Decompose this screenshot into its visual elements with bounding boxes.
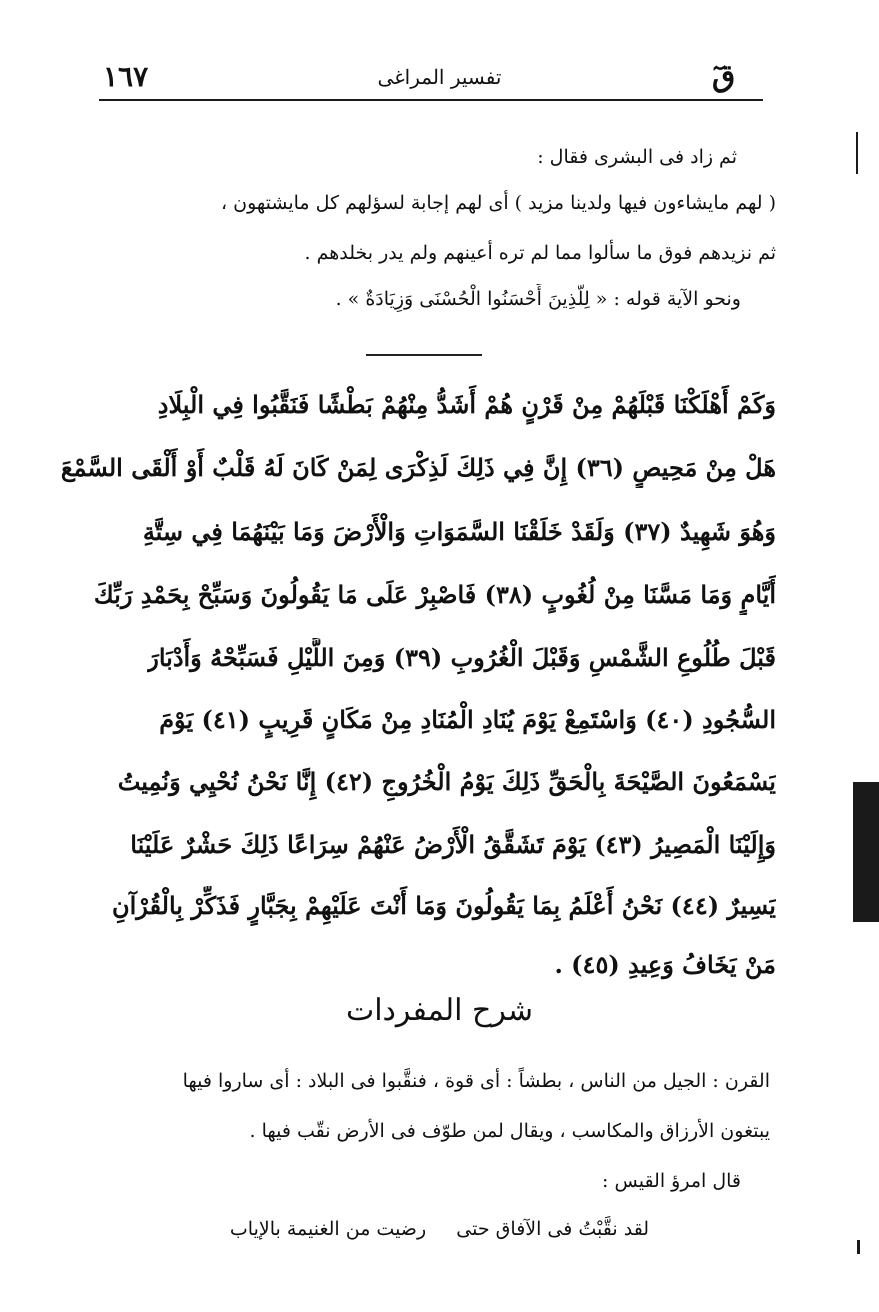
- book-title: تفسير المراغى: [377, 65, 502, 89]
- quran-line: يَسِيرٌ (٤٤) نَحْنُ أَعْلَمُ بِمَا يَقُولُونَ وَمَا أَنْتَ عَلَيْهِمْ بِجَبَّارٍ فَذَكِّرْ بِالْقُرْآنِ: [111, 891, 776, 920]
- scan-smudge: [853, 782, 879, 922]
- scan-mark: [857, 1240, 860, 1254]
- intro-line: ( لهم مايشاءون فيها ولدينا مزيد ) أى لهم إجابة لسؤلهم كل مايشتهون ،: [220, 192, 776, 214]
- vocab-line: قال امرؤ القيس :: [602, 1170, 741, 1192]
- quran-line: يَسْمَعُونَ الصَّيْحَةَ بِالْحَقِّ ذَلِكَ يَوْمُ الْخُرُوجِ (٤٢) إِنَّا نَحْنُ نُحْيِي وَنُمِيتُ: [117, 767, 776, 796]
- intro-line: ثم نزيدهم فوق ما سألوا مما لم تره أعينهم ولم يدر بخلدهم .: [304, 242, 776, 264]
- quran-line: وَهُوَ شَهِيدٌ (٣٧) وَلَقَدْ خَلَقْنَا السَّمَوَاتِ وَالْأَرْضَ وَمَا بَيْنَهُمَا فِي سِتَّةِ: [142, 517, 776, 546]
- quran-line: السُّجُودِ (٤٠) وَاسْتَمِعْ يَوْمَ يُنَادِ الْمُنَادِ مِنْ مَكَانٍ قَرِيبٍ (٤١) يَوْمَ: [159, 705, 776, 734]
- quran-line: هَلْ مِنْ مَحِيصٍ (٣٦) إِنَّ فِي ذَلِكَ لَذِكْرَى لِمَنْ كَانَ لَهُ قَلْبٌ أَوْ أَلْقَى السَّمْعَ: [60, 453, 776, 482]
- poem-verse: لقد نقَّبْتُ فى الآفاق حتى رضيت من الغنيمة بالإياب: [229, 1218, 650, 1240]
- quran-line: أَيَّامٍ وَمَا مَسَّنَا مِنْ لُغُوبٍ (٣٨) فَاصْبِرْ عَلَى مَا يَقُولُونَ وَسَبِّحْ بِحَمْدِ رَبِّكَ: [93, 580, 776, 609]
- quran-line: مَنْ يَخَافُ وَعِيدِ (٤٥) .: [554, 950, 776, 979]
- header-rule: [99, 99, 763, 101]
- quran-line: وَإِلَيْنَا الْمَصِيرُ (٤٣) يَوْمَ تَشَقَّقُ الْأَرْضُ عَنْهُمْ سِرَاعًا ذَلِكَ حَشْرٌ عَلَيْنَا: [130, 830, 776, 859]
- vocab-line: القرن : الجيل من الناس ، بطشاً : أى قوة ، فنقَّبوا فى البلاد : أى ساروا فيها: [182, 1070, 770, 1092]
- section-heading: شرح المفردات: [345, 993, 534, 1028]
- section-divider: [366, 354, 482, 356]
- intro-line: ثم زاد فى البشرى فقال :: [537, 146, 737, 168]
- intro-line: ونحو الآية قوله : « لِلَّذِينَ أَحْسَنُوا الْحُسْنَى وَزِيَادَةٌ » .: [335, 288, 741, 310]
- surah-marker: قٓ: [712, 59, 736, 94]
- scan-mark: [856, 132, 858, 174]
- quran-line: قَبْلَ طُلُوعِ الشَّمْسِ وَقَبْلَ الْغُرُوبِ (٣٩) وَمِنَ اللَّيْلِ فَسَبِّحْهُ وَأَدْبَارَ: [147, 643, 776, 672]
- quran-line: وَكَمْ أَهْلَكْنَا قَبْلَهُمْ مِنْ قَرْنٍ هُمْ أَشَدُّ مِنْهُمْ بَطْشًا فَنَقَّبُوا فِي الْبِلَادِ: [157, 390, 776, 419]
- page-number: ١٦٧: [103, 60, 149, 93]
- vocab-line: يبتغون الأرزاق والمكاسب ، ويقال لمن طوّف فى الأرض نقّب فيها .: [249, 1120, 770, 1142]
